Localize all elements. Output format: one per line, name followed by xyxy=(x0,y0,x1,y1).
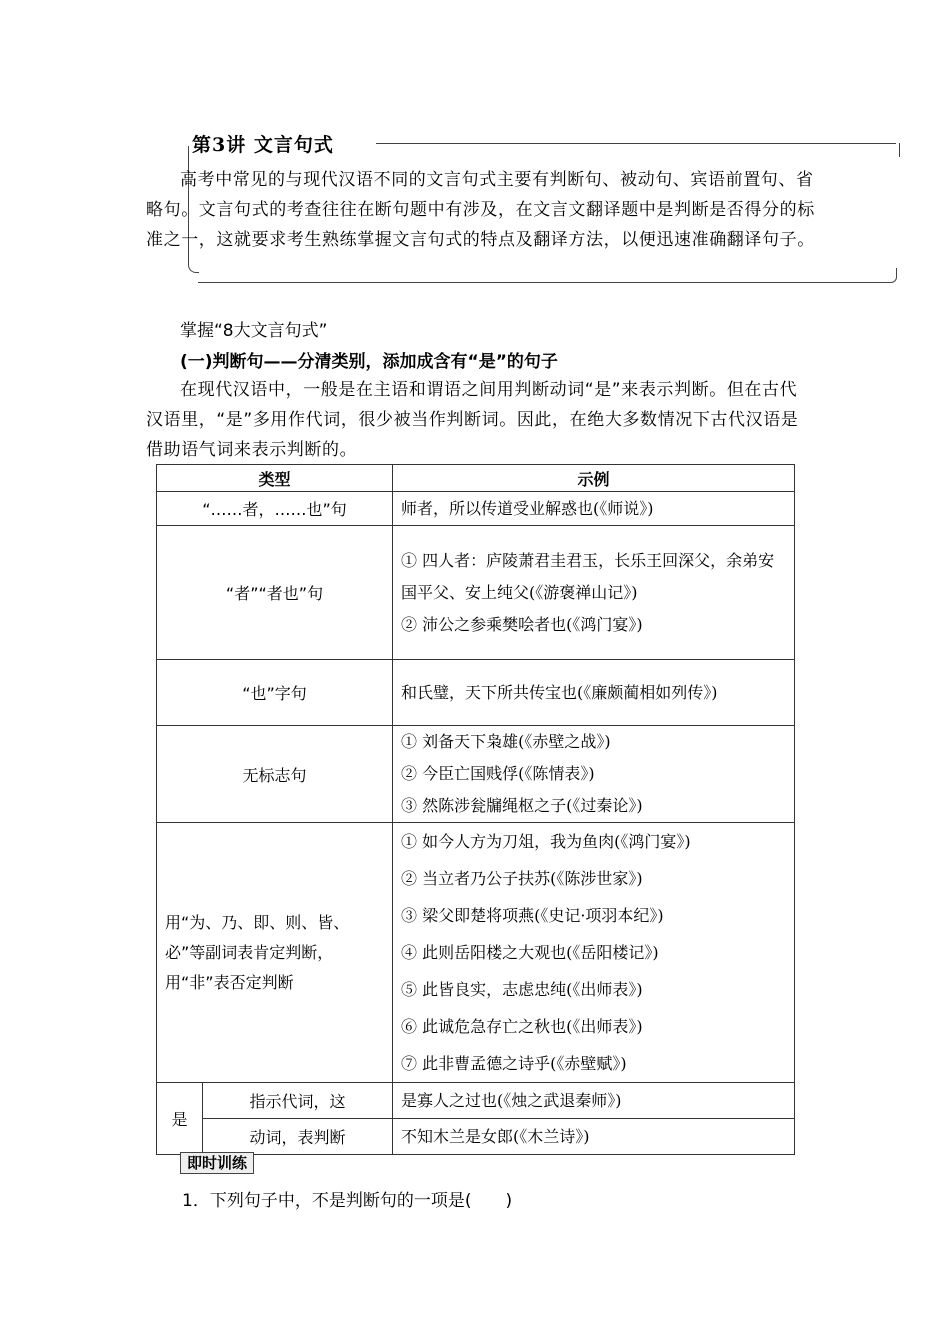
row-type: 用“为、乃、即、则、皆、必”等副词表肯定判断，用“非”表否定判断 xyxy=(157,823,393,1083)
example-sentence: ② 当立者乃公子扶苏(《陈涉世家》) xyxy=(401,869,643,888)
example-sentence: ③ 然陈涉瓮牖绳枢之子(《过秦论》) xyxy=(401,796,643,815)
header-example: 示例 xyxy=(393,465,795,492)
table-row xyxy=(157,1083,795,1119)
example-sentence: 和氏璧，天下所共传宝也(《廉颇蔺相如列传》) xyxy=(401,682,718,702)
example-sentence: ③ 梁父即楚将项燕(《史记·项羽本纪》) xyxy=(401,906,664,925)
header-type: 类型 xyxy=(157,465,393,492)
body-paragraph: 在现代汉语中，一般是在主语和谓语之间用判断动词“是”来表示判断。但在古代汉语里，“是”多用作代词，很少被当作判断词。因此，在绝大多数情况下古代汉语是借助语气词来表示判断的。 xyxy=(146,380,799,460)
row-examples xyxy=(393,823,795,1083)
example-sentence: ② 今臣亡国贱俘(《陈情表》) xyxy=(401,764,595,783)
row-examples xyxy=(393,492,795,526)
intro-frame-bottom xyxy=(198,282,890,283)
row-examples xyxy=(393,1119,795,1155)
table-row xyxy=(157,1119,795,1155)
table-row xyxy=(157,660,795,726)
example-sentence: ④ 此则岳阳楼之大观也(《岳阳楼记》) xyxy=(401,943,659,962)
example-sentence: ⑤ 此皆良实，志虑忠纯(《出师表》) xyxy=(401,980,643,999)
row-type: “……者，……也”句 xyxy=(157,492,393,526)
sentence-type-table xyxy=(156,464,795,1155)
intro-frame-right xyxy=(886,268,897,283)
subsection-heading: (一)判断句——分清类别，添加成含有“是”的句子 xyxy=(180,352,558,372)
example-sentence: ⑦ 此非曹孟德之诗乎(《赤壁赋》) xyxy=(401,1054,627,1073)
row-examples xyxy=(393,726,795,823)
table-row xyxy=(157,492,795,526)
row-examples xyxy=(393,660,795,726)
row-type: “也”字句 xyxy=(157,660,393,726)
row-type: “者”“者也”句 xyxy=(157,526,393,660)
row-examples xyxy=(393,526,795,660)
example-sentence: ① 四人者：庐陵萧君圭君玉，长乐王回深父，余弟安国平父、安上纯父(《游褒禅山记》) xyxy=(401,550,775,602)
shi-label: 是 xyxy=(157,1083,203,1155)
table-header-row xyxy=(157,465,795,492)
row-type: 无标志句 xyxy=(157,726,393,823)
practice-badge: 即时训练 xyxy=(180,1152,254,1174)
question-1: 1．下列句子中，不是判断句的一项是( ) xyxy=(182,1191,513,1211)
table-row xyxy=(157,823,795,1083)
table-row xyxy=(157,726,795,823)
title-rule-end xyxy=(895,143,900,157)
lecture-title: 第3讲 文言句式 xyxy=(192,134,334,156)
intro-paragraph: 高考中常见的与现代汉语不同的文言句式主要有判断句、被动句、宾语前置句、省略句。文言句式的考查往往在断句题中有涉及，在文言文翻译题中是判断是否得分的标准之一，这就要求考生熟练掌握文言句式的特点及翻译方法，以便迅速准确翻译句子。 xyxy=(146,170,815,250)
section-heading: 掌握“8大文言句式” xyxy=(180,321,328,341)
example-sentence: 不知木兰是女郎(《木兰诗》) xyxy=(401,1126,590,1146)
example-sentence: ① 如今人方为刀俎，我为鱼肉(《鸿门宴》) xyxy=(401,832,691,851)
table-row xyxy=(157,526,795,660)
example-sentence: ② 沛公之参乘樊哙者也(《鸿门宴》) xyxy=(401,614,643,634)
row-subtype: 动词，表判断 xyxy=(203,1119,393,1155)
example-sentence: ⑥ 此诚危急存亡之秋也(《出师表》) xyxy=(401,1017,643,1036)
row-examples xyxy=(393,1083,795,1119)
title-rule xyxy=(376,143,896,144)
example-sentence: 是寡人之过也(《烛之武退秦师》) xyxy=(401,1090,622,1110)
example-sentence: ① 刘备天下枭雄(《赤壁之战》) xyxy=(401,732,611,751)
example-sentence: 师者，所以传道受业解惑也(《师说》) xyxy=(401,498,654,518)
row-subtype: 指示代词，这 xyxy=(203,1083,393,1119)
